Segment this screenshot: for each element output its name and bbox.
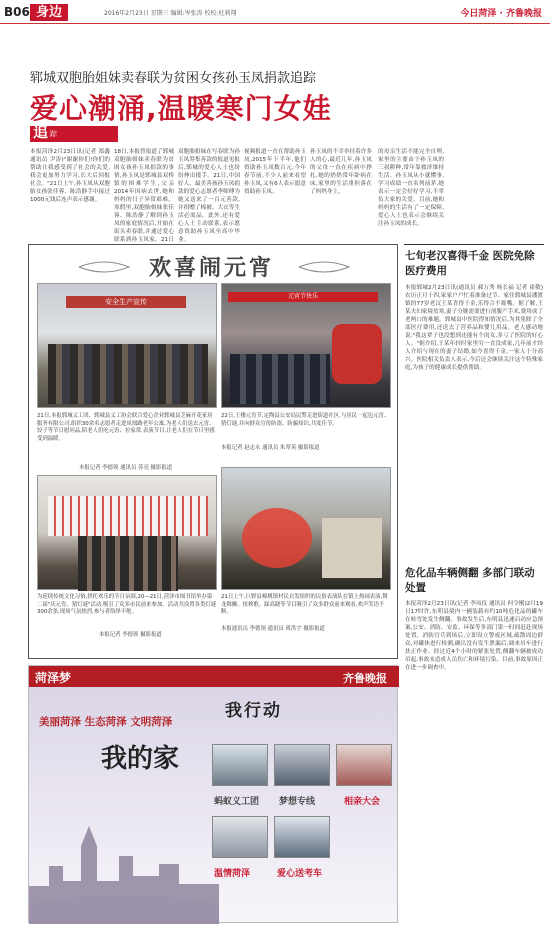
follow-up-tag	[30, 123, 118, 142]
article-column-3: 双胞胎姐妹在写春联为孙玉凤筹集善款的报道见报后,郓城的爱心人士也纷纷伸出援手。21日,中国好人、最美善孩孙玉凤捐款的爱心志愿者李师傅为她又送来了一百元善款,并捐赠了棉被、大衣等生活必需品。此外,还有爱心人士主动联系,表示愿意资助孙玉凤至高中毕业。	[178, 149, 240, 243]
photo-dancer-red	[242, 508, 312, 568]
thumb-exam-car	[274, 816, 330, 858]
ad-label-1: 蚂蚁义工团	[214, 797, 260, 807]
caption-volunteers: 21日,本报郓城义工团、郓城县义工协会联合爱心企业郓城县芝麻开花家居服务有限公司,组织30余名志愿者走进凤凰路老年公寓,为老人们送去元宵、饺子等节日慰问品,陪老人们吃元宵、拉家常,表演节目,让老人们在节日里感受到温暖。	[37, 413, 215, 442]
photo-banner-right: 元宵节快乐	[228, 292, 378, 302]
ad-newspaper-logo: 齐鲁晚报	[343, 672, 387, 685]
lantern-festival-title: 欢喜闹元宵	[149, 255, 275, 281]
caption-folk-credit: 本报通讯员 李德领 通讯员 蒋洪宇 摄影报道	[221, 626, 325, 632]
photo-drum	[322, 518, 382, 578]
article-hazmat-truck: 本报菏泽2月23日讯(记者 李凤仪 通讯员 何令刚)2月19日17时许,东明县境内一辆装载有约10吨危化品的罐车在转弯处发生侧翻。事故发生后,东明县迅速启动应急预案,公安、消防、安监、环保等多部门第一时间赶赴现场处置。消防官兵到场后,立即设立警戒区域,疏散周边群众,对罐体进行检测,确认没有发生泄漏后,调来吊车进行扶正作业。经过近4个小时的紧张处置,侧翻车辆被成功吊起,事故未造成人员伤亡和环境污染。目前,事故原因正在进一步调查中。	[405, 601, 543, 671]
headline-elderly-father: 七旬老汉喜得千金 医院免除医疗费用	[405, 250, 535, 277]
photo-banner-left: 安全生产宣传	[66, 296, 186, 308]
thumb-matchmaking	[336, 744, 392, 786]
article-column-7	[448, 148, 534, 240]
newspaper-brand: 今日菏泽 · 齐鲁晚报	[460, 9, 542, 19]
caption-police-credit: 本报记者 赵志永 通讯员 朱翠英 摄影报道	[221, 445, 320, 451]
follow-up-tag-small: 踪	[50, 130, 57, 138]
issue-meta: 2016年2月23日 星期三 编辑:岑张涛 校校:杜莉翔	[104, 10, 237, 17]
ad-we-act: 我行动	[225, 701, 282, 721]
article-column-5: 孙玉凤的不幸牵挂着许多人的心,最近几年,孙玉凤的父母一直在疾病中挣扎,她的奶奶常年卧病在床,家里的生活重担落在了妈妈身上。	[310, 149, 372, 195]
photo-red-lantern	[332, 324, 382, 384]
ornament-left-icon	[79, 257, 129, 277]
photo-officers	[230, 354, 330, 404]
ad-corner-title: 菏泽梦	[35, 671, 72, 685]
photo-crowd	[48, 344, 208, 404]
ad-label-4: 温情菏泽	[214, 869, 251, 879]
article-subtitle: 郓城双胞胎姐妹卖春联为贫困女孩孙玉凤捐款追踪	[30, 71, 317, 86]
caption-folk: 21日上午,巨野县棉桃镇村民自发组织的民俗表演队在镇上热闹表演,舞龙舞狮、扭秧歌、踩高跷等节目吸引了众多群众前来观看,欢声笑语不断。	[221, 594, 388, 615]
ad-label-5: 爱心送考车	[277, 869, 323, 879]
article-column-6: 的母亲生活不能完全自理,家里的主要由于孙玉凤的三叔耕种,常年靠救济维持生活。孙玉凤从小就懂事,学习成绩一直名列前茅,她表示一定会好好学习,不辜负大家的关爱。目前,她和妈妈的生活有了一定保障,爱心人士也表示会继续关注孙玉凤的成长。	[378, 149, 444, 227]
ad-label-3: 相亲大会	[344, 797, 381, 807]
follow-up-tag-big: 追	[33, 123, 49, 141]
headline-hazmat-truck: 危化品车辆侧翻 多部门联动处置	[405, 567, 535, 594]
city-skyline-icon	[29, 786, 219, 924]
caption-riddles: 为延续传统文化习俗,拱托欢乐的节日氛围,20—21日,菏泽市图书馆举办第二届"庆元宵、猜灯谜"活动,吸引了众多市民前来参加。活动共设置各类灯谜300余条,现场气氛热烈,参与者络绎不绝。	[37, 594, 217, 615]
section-label: 身边	[30, 4, 68, 21]
heze-dream-ad	[28, 665, 398, 923]
caption-police: 22日,王楼元宵节,定陶县公安局民警走进街道社区,与居民一起包元宵、猜灯谜,并向群众宣传防盗、防骗知识,共度佳节。	[221, 413, 390, 427]
photo-police-lanterns	[221, 283, 391, 408]
ad-motto: 美丽菏泽 生态菏泽 文明菏泽	[39, 716, 173, 728]
photo-lantern-riddles	[37, 475, 217, 590]
page-header	[0, 0, 550, 24]
page-number: B06	[4, 5, 30, 19]
divider	[404, 244, 544, 245]
photo-riddle-strips	[48, 496, 208, 536]
caption-riddles-credit: 本报记者 李德领 摄影报道	[99, 632, 162, 638]
lantern-festival-box	[28, 244, 398, 659]
ornament-right-icon	[299, 257, 349, 277]
photo-visitors	[78, 536, 178, 591]
photo-folk-performance	[221, 467, 391, 590]
ad-my-home: 我的家	[101, 744, 180, 774]
article-elderly-father: 本报郓城2月23日讯(通讯员 郝万秀 杨长福 记者 霍敬)农历正月十四,家家户户忙着准备过节。家住郓城县潘渡镇的77岁老汉王某喜得千金,乐得合不拢嘴。据了解,王某夫妇家境贫寒,妻子分娩需要进行剖腹产手术,费用成了老两口的难题。郓城县中医院得知情况后,为其免除了全部医疗费用,还送去了营养品和婴儿用品。老人感动地说:"我这辈子也没想到还能有个闺女,多亏了医院的好心人。"据介绍,王某年轻时家里穷一直没成家,几年前才经人介绍与现在的妻子结婚,如今喜得千金,一家人十分高兴。医院相关负责人表示,今后还会继续关注这个特殊家庭,为孩子的健康成长提供帮助。	[405, 285, 543, 371]
ad-label-2: 梦想专线	[279, 797, 316, 807]
article-column-2: 18日,本报曾报道了郓城双胞胎姐妹卖春联为贫困女孩孙玉凤捐款的事情,孙玉凤是郓城县双桥镇的困难学生,父亲2014年因病去世,她和妈妈的日子异常艰难。寒假里,双胞胎姐妹张佳蓉、陈浩静了解到孙玉凤的家庭情况后,开始在街头卖春联,并通过爱心联系到孙玉凤家。21日	[114, 149, 174, 243]
article-column-1: 本报菏泽2月23日讯(记者 郑鑫 通讯员 尹涛)"谢谢你们!你们的帮助让我感受到了社会的关爱,我会更加努力学习,长大后回报社会。"21日上午,孙玉凤从双胞胎女孩张佳蓉、陈浩静手中接过1000元钱后连声表示感谢。	[30, 149, 110, 203]
thumb-warm-heze	[212, 816, 268, 858]
caption-volunteers-credit: 本报记者 李德领 通讯员 苏亮 摄影报道	[79, 465, 173, 471]
thumb-dream-line	[274, 744, 330, 786]
article-title: 爱心潮涌,温暖寒门女娃	[30, 92, 332, 125]
photo-volunteers	[37, 283, 217, 408]
thumb-ant-volunteers	[212, 744, 268, 786]
article-column-4: 视频报道一直在帮助孙玉凤,2015年下半年,他们资助孙玉凤数百元,今年春节前,不少人前来看望孙玉凤,又有6人表示愿意资助孙玉凤。	[244, 149, 306, 195]
